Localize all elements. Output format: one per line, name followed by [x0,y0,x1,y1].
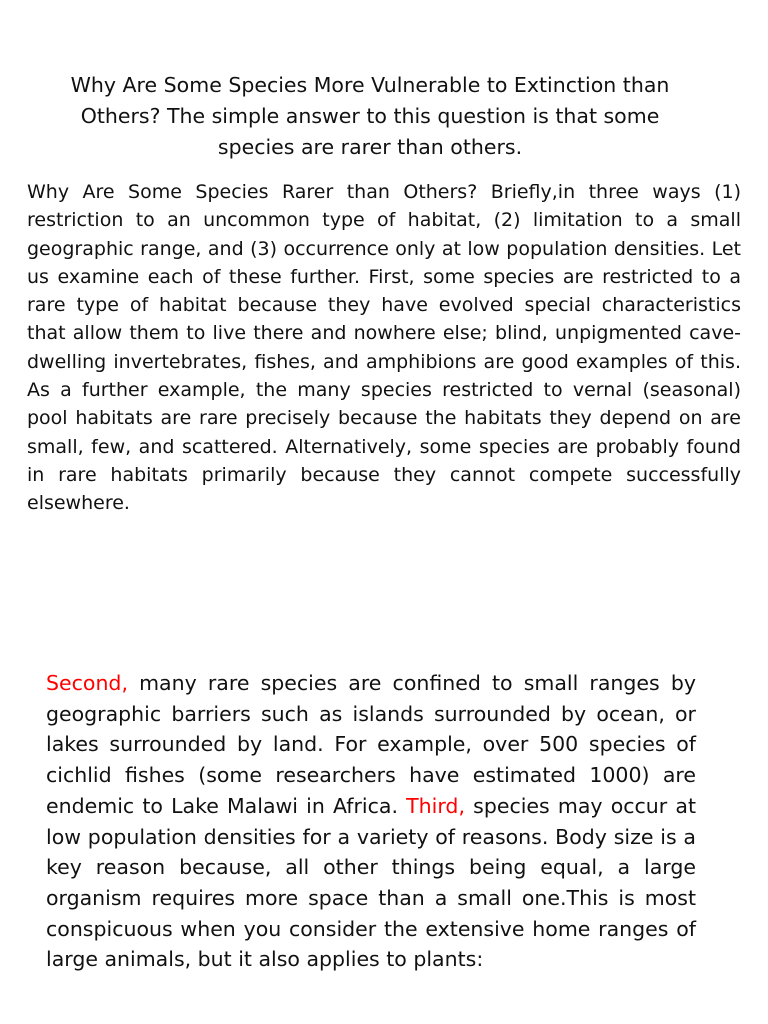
highlight-second: Second, [46,671,128,695]
paragraph-rarity-reasons: Why Are Some Species Rarer than Others? Briefly,in three ways (1) restriction to an uncommon type of habitat, (2) limitation to a small geographic range, and (3) occurrence only at low population densities. Let us examine each of these further. First, some species are restricted to a rare type of habitat because they have evolved special characteristics that allow them to live there and nowhere else; blind, unpigmented cave-dwelling invertebrates, fishes, and amphibions are good examples of this. As a further example, the many species restricted to vernal (seasonal) pool habitats are rare precisely because the habitats they depend on are small, few, and scattered. Alternatively, some species are probably found in rare habitats primarily because they cannot compete successfully elsewhere. [27,181,741,515]
paragraph-second-third [46,668,696,975]
paragraph-third-text: species may occur at low population densities for a variety of reasons. Body size is a key reason because, all other things being equal, a large organism requires more space than a small one.This is most conspicuous when you consider the extensive home ranges of large animals, but it also applies to plants: [46,793,696,972]
page-title: Why Are Some Species More Vulnerable to Extinction than Others? The simple answer to this question is that some species are rarer than others. [70,73,670,159]
paragraph-second-text: many rare species are confined to small ranges by geographic barriers such as islands surrounded by ocean, or lakes surrounded by land. For example, over 500 species of cichlid fishes (some researchers have estimated 1000) are endemic to Lake Malawi in Africa. [46,671,696,818]
highlight-third: Third, [406,793,465,818]
